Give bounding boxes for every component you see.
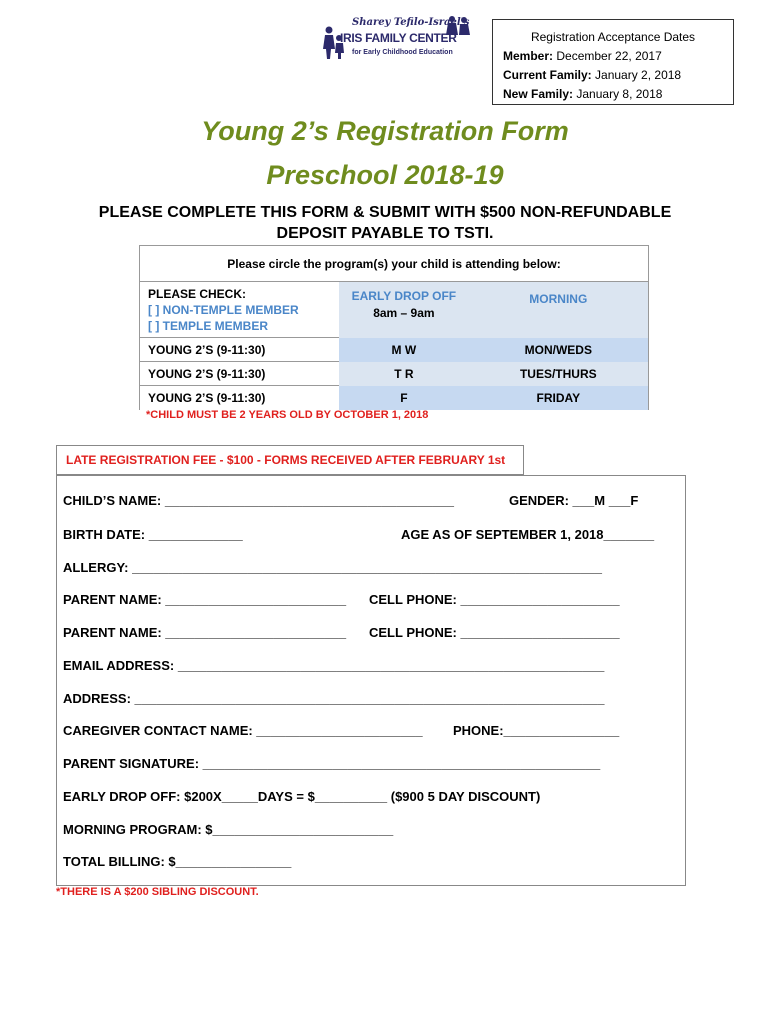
age-requirement-note: *CHILD MUST BE 2 YEARS OLD BY OCTOBER 1, 2018 — [146, 409, 429, 421]
age-field[interactable]: AGE AS OF SEPTEMBER 1, 2018_______ — [401, 527, 655, 542]
check-non-member[interactable]: [ ] NON-TEMPLE MEMBER — [148, 302, 299, 317]
morning-head-cell — [469, 282, 649, 338]
program-row-label: YOUNG 2’S (9-11:30) — [140, 386, 340, 410]
dates-member-row — [503, 47, 723, 66]
early-drop-off-field[interactable]: EARLY DROP OFF: $200X_____DAYS = $__________ ($900 5 DAY DISCOUNT) — [63, 789, 541, 804]
dates-new-label: New Family: — [503, 87, 574, 101]
instructions-line2: DEPOSIT PAYABLE TO TSTI. — [276, 225, 494, 242]
instructions-line1: PLEASE COMPLETE THIS FORM & SUBMIT WITH $500 NON-REFUNDABLE — [98, 204, 672, 221]
caregiver-phone-field[interactable]: PHONE:________________ — [453, 723, 620, 738]
allergy-field[interactable]: ALLERGY: _________________________________________________________________ — [63, 560, 603, 575]
form-title: Young 2’s Registration Form — [201, 116, 569, 146]
parent-signature-field[interactable]: PARENT SIGNATURE: _______________________________________________________ — [63, 756, 601, 771]
early-time: 8am – 9am — [373, 306, 435, 320]
morning-title: MORNING — [529, 292, 588, 306]
program-row — [140, 386, 649, 410]
program-row-label: YOUNG 2’S (9-11:30) — [140, 362, 340, 386]
morning-program-field[interactable]: MORNING PROGRAM: $_________________________ — [63, 822, 394, 837]
program-header: Please circle the program(s) your child is attending below: — [139, 245, 649, 281]
child-name-field[interactable]: CHILD’S NAME: ________________________________________ — [63, 493, 455, 508]
address-field[interactable]: ADDRESS: _________________________________________________________________ — [63, 691, 605, 706]
program-row — [140, 338, 649, 362]
email-field[interactable]: EMAIL ADDRESS: ___________________________________________________________ — [63, 658, 605, 673]
program-row-early[interactable]: M W — [339, 338, 468, 362]
check-cell — [140, 282, 340, 338]
early-head-cell — [339, 282, 468, 338]
program-row — [140, 362, 649, 386]
dates-title: Registration Acceptance Dates — [530, 30, 696, 44]
program-row-morning[interactable]: FRIDAY — [469, 386, 649, 410]
program-row-early[interactable]: F — [339, 386, 468, 410]
logo-line2: IRIS FAMILY CENTER — [340, 31, 457, 45]
dates-current-value: January 2, 2018 — [595, 68, 682, 82]
center-logo — [322, 15, 472, 67]
program-row-morning[interactable]: MON/WEDS — [469, 338, 649, 362]
program-head-row — [140, 282, 649, 338]
form-subtitle: Preschool 2018-19 — [266, 160, 504, 190]
parent-name-field[interactable]: PARENT NAME: _________________________ — [63, 592, 347, 607]
registration-fields-box — [56, 475, 686, 886]
program-row-early[interactable]: T R — [339, 362, 468, 386]
check-title: PLEASE CHECK: — [148, 286, 247, 301]
dates-current-label: Current Family: — [503, 68, 592, 82]
program-row-label: YOUNG 2’S (9-11:30) — [140, 338, 340, 362]
parent-name-field[interactable]: PARENT NAME: _________________________ — [63, 625, 347, 640]
logo-line3: for Early Childhood Education — [352, 49, 453, 56]
cell-phone-field[interactable]: CELL PHONE: ______________________ — [369, 592, 620, 607]
cell-phone-field[interactable]: CELL PHONE: ______________________ — [369, 625, 620, 640]
gender-field[interactable]: GENDER: ___M ___F — [509, 493, 639, 508]
early-title: EARLY DROP OFF — [351, 289, 457, 303]
acceptance-dates-box — [492, 19, 734, 105]
birth-date-field[interactable]: BIRTH DATE: _____________ — [63, 527, 243, 542]
dates-current-row — [503, 66, 723, 85]
dates-new-row — [503, 85, 723, 104]
total-billing-field[interactable]: TOTAL BILLING: $________________ — [63, 854, 292, 869]
sibling-discount-note: *THERE IS A $200 SIBLING DISCOUNT. — [56, 886, 259, 898]
dates-member-value: December 22, 2017 — [556, 49, 662, 63]
late-fee-banner: LATE REGISTRATION FEE - $100 - FORMS RECEIVED AFTER FEBRUARY 1st — [56, 445, 524, 475]
dates-new-value: January 8, 2018 — [576, 87, 663, 101]
program-grid — [139, 281, 649, 410]
check-member[interactable]: [ ] TEMPLE MEMBER — [148, 318, 268, 333]
dates-member-label: Member: — [503, 49, 554, 63]
caregiver-name-field[interactable]: CAREGIVER CONTACT NAME: _______________________ — [63, 723, 423, 738]
program-row-morning[interactable]: TUES/THURS — [469, 362, 649, 386]
program-table — [139, 245, 649, 410]
logo-line1: Sharey Tefilo-Israel's — [352, 17, 470, 28]
